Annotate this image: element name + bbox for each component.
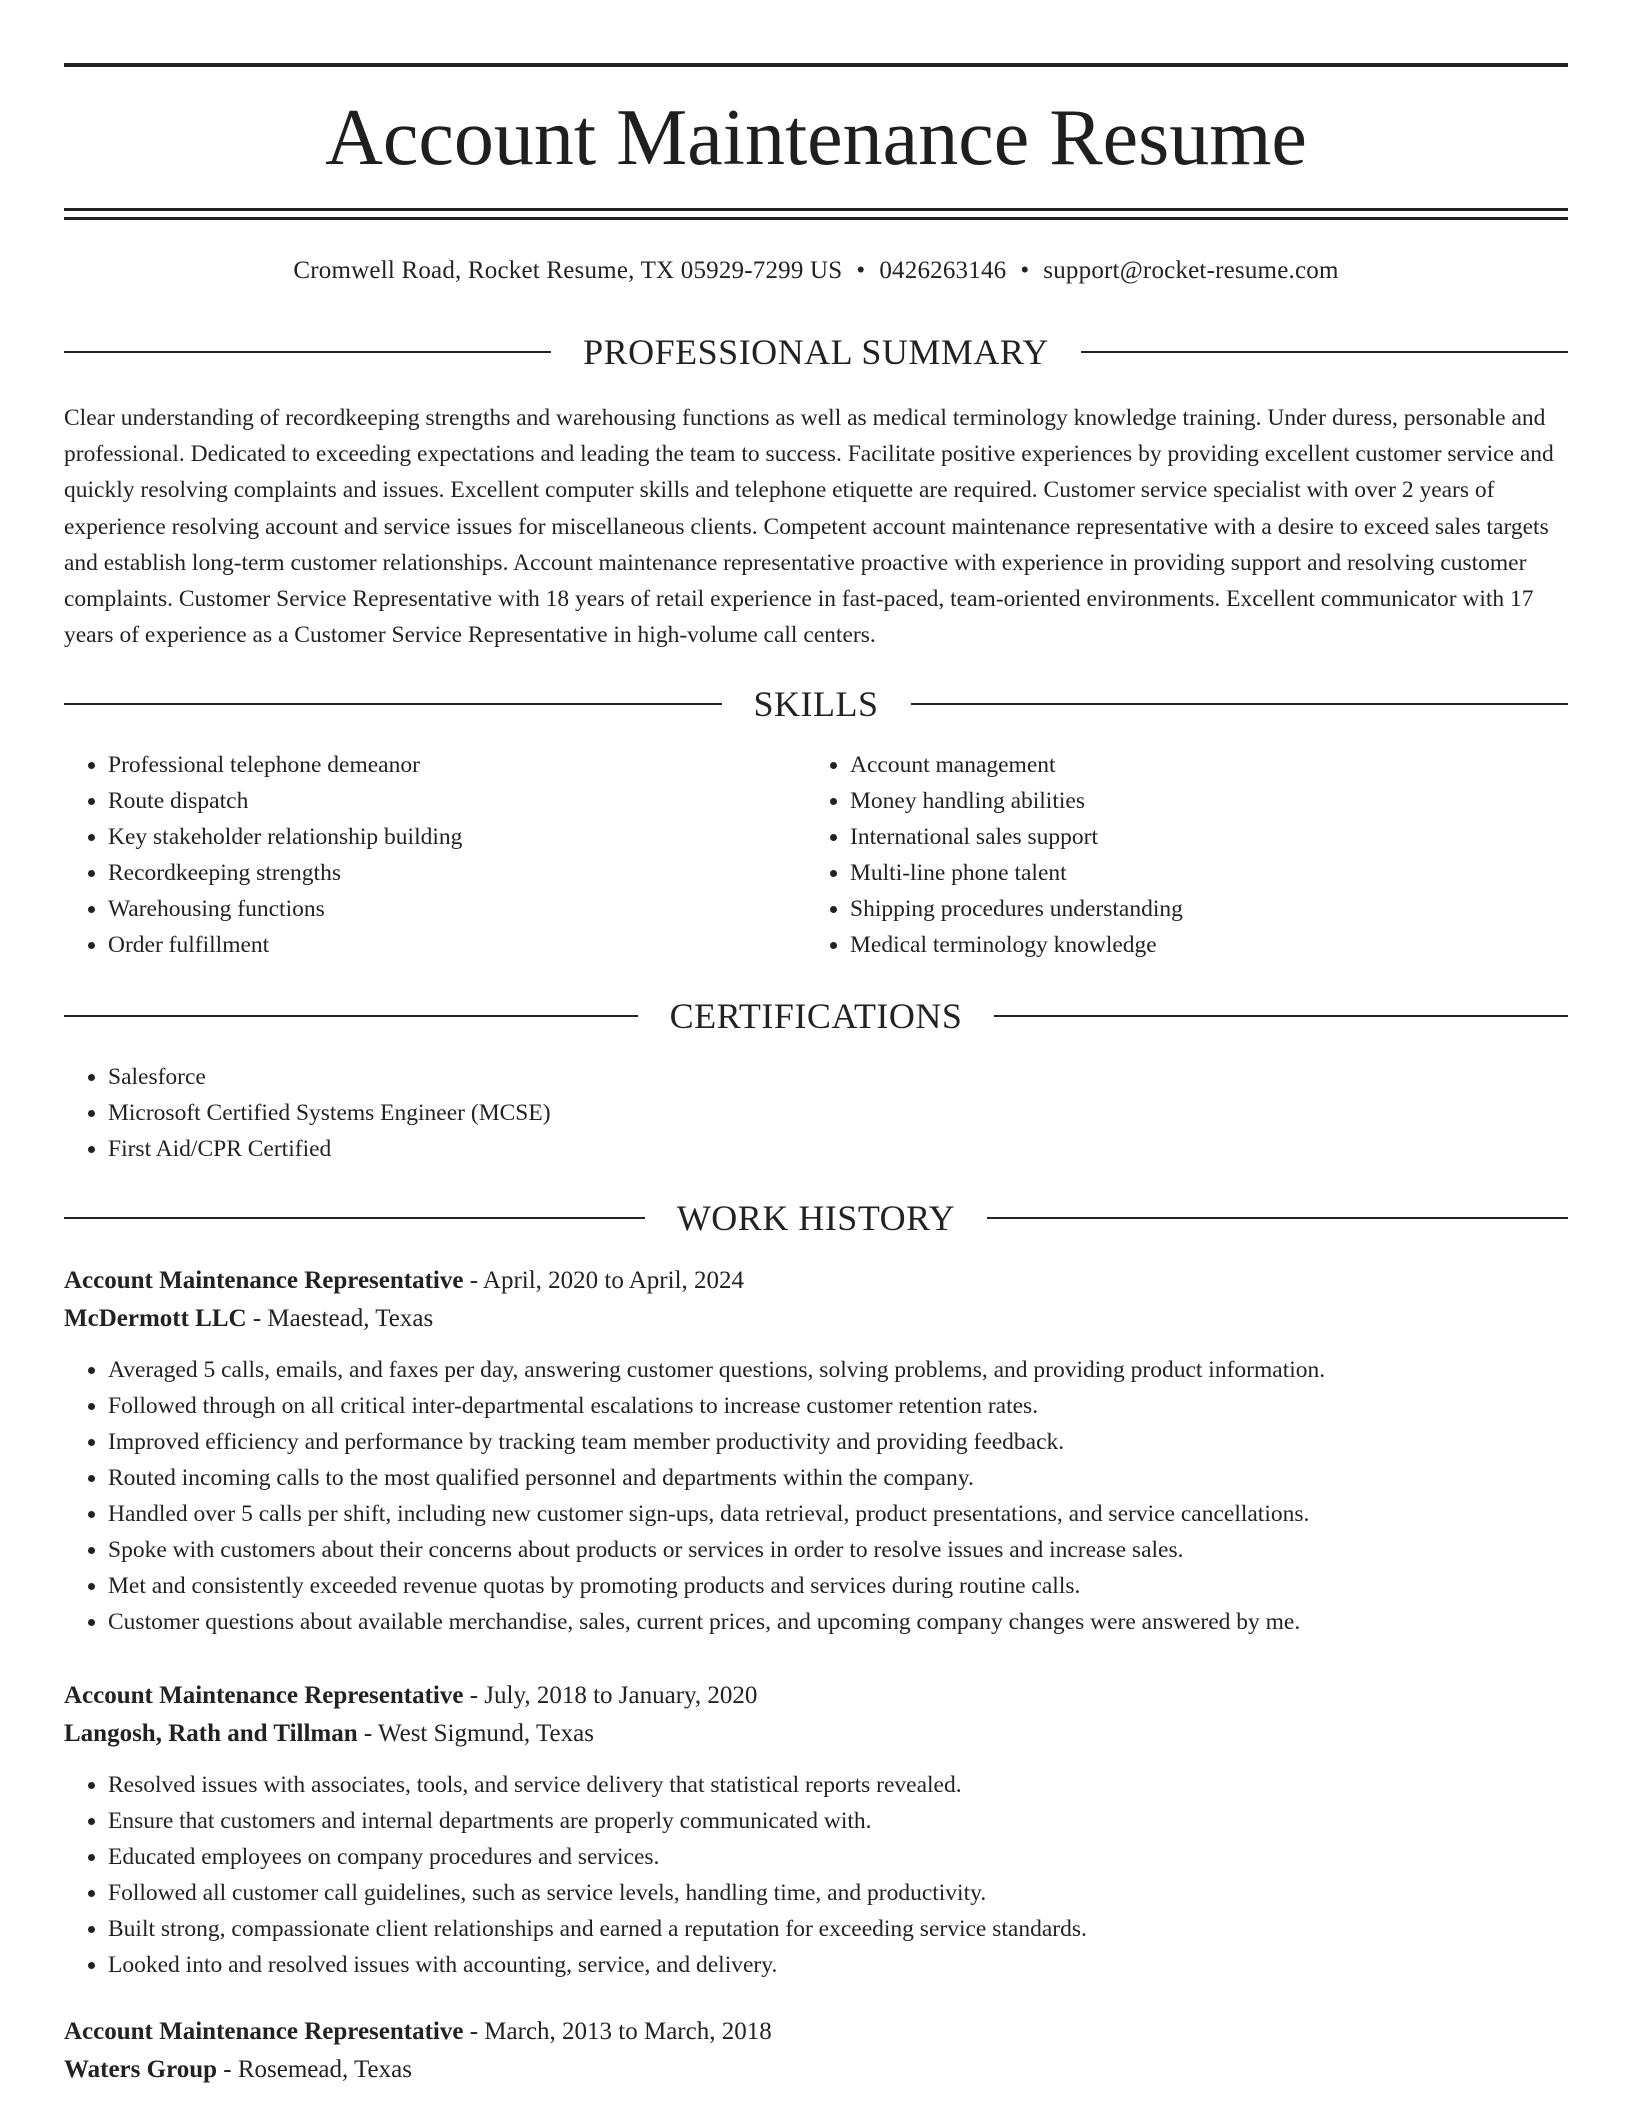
work-history-section-heading [64, 1196, 1568, 1240]
heading-rule [1081, 351, 1568, 353]
contact-separator: • [856, 257, 866, 284]
certification-item: • First Aid/CPR Certified [108, 1131, 1568, 1167]
job-duty: • Followed through on all critical inter-departmental escalations to increase customer retention rates. [108, 1388, 1568, 1424]
skills-column-right [806, 747, 1548, 963]
heading-rule [64, 703, 722, 705]
job-duty: • Looked into and resolved issues with accounting, service, and delivery. [108, 1947, 1568, 1983]
job-location: - Maestead, Texas [246, 1305, 434, 1332]
skills-section-heading [64, 682, 1568, 726]
job-company-line [64, 1300, 1568, 1338]
contact-phone: 0426263146 [879, 257, 1007, 284]
job-title-line [64, 1677, 1568, 1715]
top-rule [64, 63, 1568, 67]
heading-rule [64, 1015, 638, 1017]
skill-item: • International sales support [850, 819, 1548, 855]
job-dates: - July, 2018 to January, 2020 [463, 1682, 758, 1709]
skill-item: • Money handling abilities [850, 783, 1548, 819]
job-entry [64, 1262, 1568, 1640]
summary-text: Clear understanding of recordkeeping strengths and warehousing functions as well as medical terminology knowledge training. Under duress, personable and professional. Dedicated to exceeding expectations and leading the team to success. Facilitate positive experiences by providing excellent customer service and quickly resolving complaints and issues. Excellent computer skills and telephone etiquette are required. Customer service specialist with over 2 years of experience resolving account and service issues for miscellaneous clients. Competent account maintenance representative with a desire to exceed sales targets and establish long-term customer relationships. Account maintenance representative proactive with experience in providing support and resolving customer complaints. Customer Service Representative with 18 years of retail experience in fast-paced, team-oriented environments. Excellent communicator with 17 years of experience as a Customer Service Representative in high-volume call centers. [64, 405, 1554, 649]
job-duty: • Resolved issues with associates, tools, and service delivery that statistical reports revealed. [108, 1767, 1568, 1803]
job-title-line [64, 2013, 1568, 2051]
work-history-heading: WORK HISTORY [676, 1198, 956, 1238]
certifications-section-heading [64, 994, 1568, 1038]
skill-item: • Warehousing functions [108, 891, 806, 927]
job-duty: • Spoke with customers about their concerns about products or services in order to resolve issues and increase sales. [108, 1532, 1568, 1568]
job-title: Account Maintenance Representative [64, 2018, 464, 2045]
job-entry [64, 1677, 1568, 1983]
heading-rule [994, 1015, 1568, 1017]
job-title-line [64, 1262, 1568, 1300]
job-duty: • Averaged 5 calls, emails, and faxes per day, answering customer questions, solving problems, and providing product information. [108, 1352, 1568, 1388]
job-duty: • Customer questions about available merchandise, sales, current prices, and upcoming company changes were answered by me. [108, 1604, 1568, 1640]
job-duty: • Routed incoming calls to the most qualified personnel and departments within the company. [108, 1460, 1568, 1496]
contact-email: support@rocket-resume.com [1043, 257, 1339, 284]
heading-rule [911, 703, 1569, 705]
heading-rule [64, 1217, 645, 1219]
job-location: - West Sigmund, Texas [357, 1720, 594, 1747]
job-duty: • Followed all customer call guidelines, such as service levels, handling time, and productivity. [108, 1875, 1568, 1911]
skill-item: • Account management [850, 747, 1548, 783]
skills-list [64, 747, 1568, 963]
skill-item: • Shipping procedures understanding [850, 891, 1548, 927]
job-duty: • Met and consistently exceeded revenue quotas by promoting products and services during routine calls. [108, 1568, 1568, 1604]
job-duties [64, 1767, 1568, 1983]
job-company: McDermott LLC [64, 1305, 247, 1332]
job-duty: • Built strong, compassionate client relationships and earned a reputation for exceeding service standards. [108, 1911, 1568, 1947]
job-company-line [64, 1715, 1568, 1753]
title-double-rule [64, 208, 1568, 220]
job-title: Account Maintenance Representative [64, 1267, 464, 1294]
certifications-list [64, 1059, 1568, 1167]
skill-item: • Route dispatch [108, 783, 806, 819]
skill-item: • Medical terminology knowledge [850, 927, 1548, 963]
job-duty: • Handled over 5 calls per shift, including new customer sign-ups, data retrieval, product presentations, and service cancellations. [108, 1496, 1568, 1532]
contact-address: Cromwell Road, Rocket Resume, TX 05929-7299 US [293, 257, 843, 284]
contact-line [64, 254, 1568, 288]
job-location: - Rosemead, Texas [217, 2056, 412, 2083]
job-company: Langosh, Rath and Tillman [64, 1720, 358, 1747]
certifications-heading: CERTIFICATIONS [669, 996, 963, 1036]
page-title: Account Maintenance Resume [325, 94, 1307, 182]
heading-rule [987, 1217, 1568, 1219]
skill-item: • Recordkeeping strengths [108, 855, 806, 891]
certification-item: • Microsoft Certified Systems Engineer (MCSE) [108, 1095, 1568, 1131]
job-title: Account Maintenance Representative [64, 1682, 464, 1709]
job-dates: - April, 2020 to April, 2024 [463, 1267, 745, 1294]
skill-item: • Professional telephone demeanor [108, 747, 806, 783]
certification-item: • Salesforce [108, 1059, 1568, 1095]
job-duties [64, 1352, 1568, 1640]
summary-section-heading [64, 330, 1568, 374]
skills-heading: SKILLS [753, 684, 879, 724]
summary-heading: PROFESSIONAL SUMMARY [583, 332, 1049, 372]
skills-column-left [64, 747, 806, 963]
job-duty: • Ensure that customers and internal departments are properly communicated with. [108, 1803, 1568, 1839]
contact-separator: • [1020, 257, 1030, 284]
job-company-line [64, 2051, 1568, 2089]
skill-item: • Order fulfillment [108, 927, 806, 963]
skill-item: • Multi-line phone talent [850, 855, 1548, 891]
job-dates: - March, 2013 to March, 2018 [463, 2018, 772, 2045]
job-duty: • Improved efficiency and performance by tracking team member productivity and providing feedback. [108, 1424, 1568, 1460]
skill-item: • Key stakeholder relationship building [108, 819, 806, 855]
job-company: Waters Group [64, 2056, 218, 2083]
job-entry [64, 2013, 1568, 2089]
heading-rule [64, 351, 551, 353]
job-duty: • Educated employees on company procedures and services. [108, 1839, 1568, 1875]
